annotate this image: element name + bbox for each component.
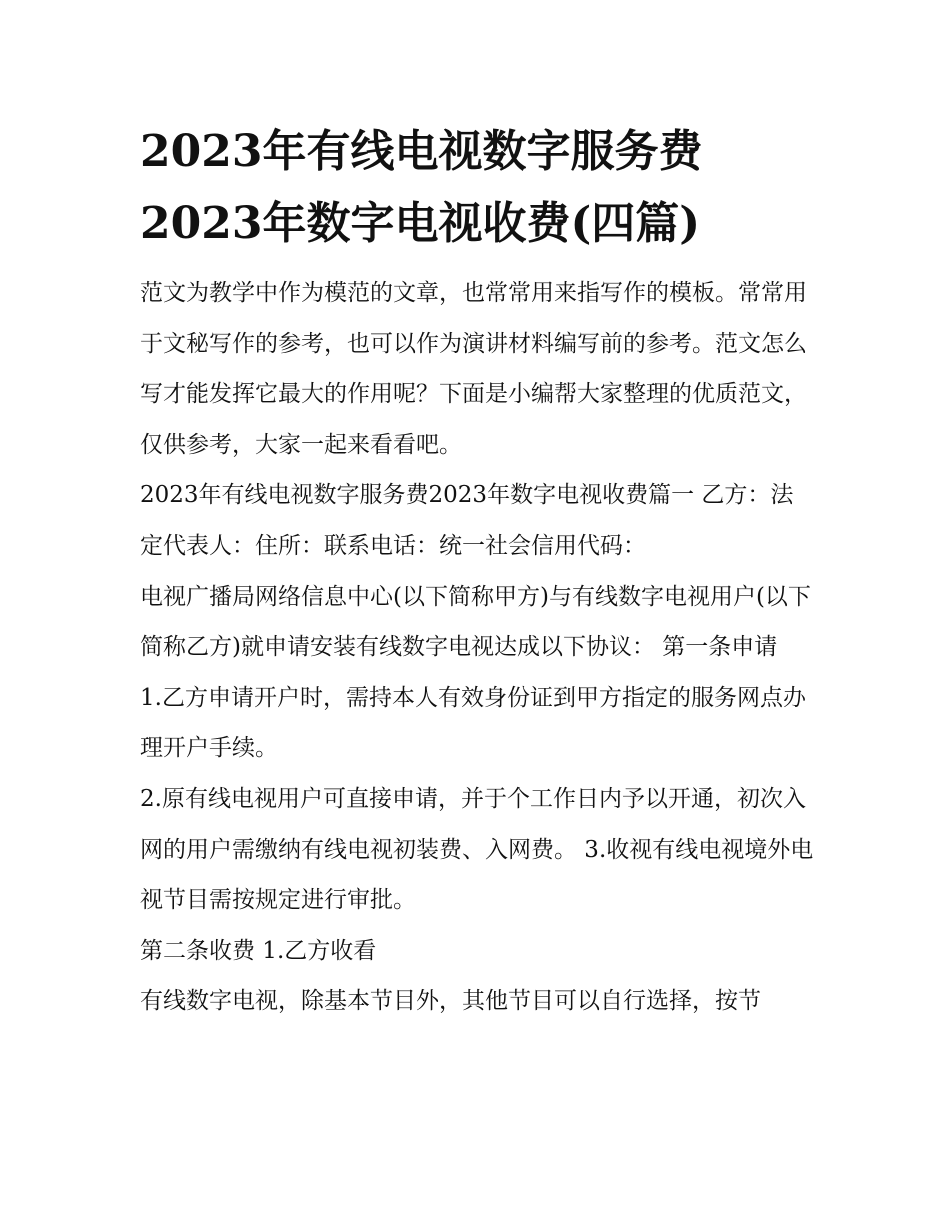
fee-clause-heading: 第二条收费 1.乙方收看 — [140, 937, 377, 964]
document-body — [140, 116, 816, 1027]
party-info-paragraph: 2023年有线电视数字服务费2023年数字电视收费篇一 乙方：法定代表人：住所：联系电话：统一社会信用代码： — [140, 482, 794, 559]
title-line-1: 2023年有线电视数字服务费 — [140, 126, 703, 177]
title-line-2: 2023年数字电视收费(四篇) — [140, 198, 701, 249]
intro-paragraph: 范文为教学中作为模范的文章，也常常用来指写作的模板。常常用于文秘写作的参考，也可以作为演讲材料编写前的参考。范文怎么写才能发挥它最大的作用呢？下面是小编帮大家整理的优质范文，仅供参考，大家一起来看看吧。 — [140, 280, 807, 458]
document-title — [140, 116, 816, 260]
fee-clause-paragraph: 有线数字电视，除基本节目外，其他节目可以自行选择，按节 — [140, 988, 761, 1015]
clause-2-paragraph: 2.原有线电视用户可直接申请，并于个工作日内予以开通，初次入网的用户需缴纳有线电视初装费、入网费。 3.收视有线电视境外电视节目需按规定进行审批。 — [140, 785, 814, 914]
agreement-paragraph: 电视广播局网络信息中心(以下简称甲方)与有线数字电视用户(以下简称乙方)就申请安装有线数字电视达成以下协议： 第一条申请 — [140, 583, 811, 661]
clause-1-paragraph: 1.乙方申请开户时，需持本人有效身份证到甲方指定的服务网点办理开户手续。 — [140, 684, 806, 762]
